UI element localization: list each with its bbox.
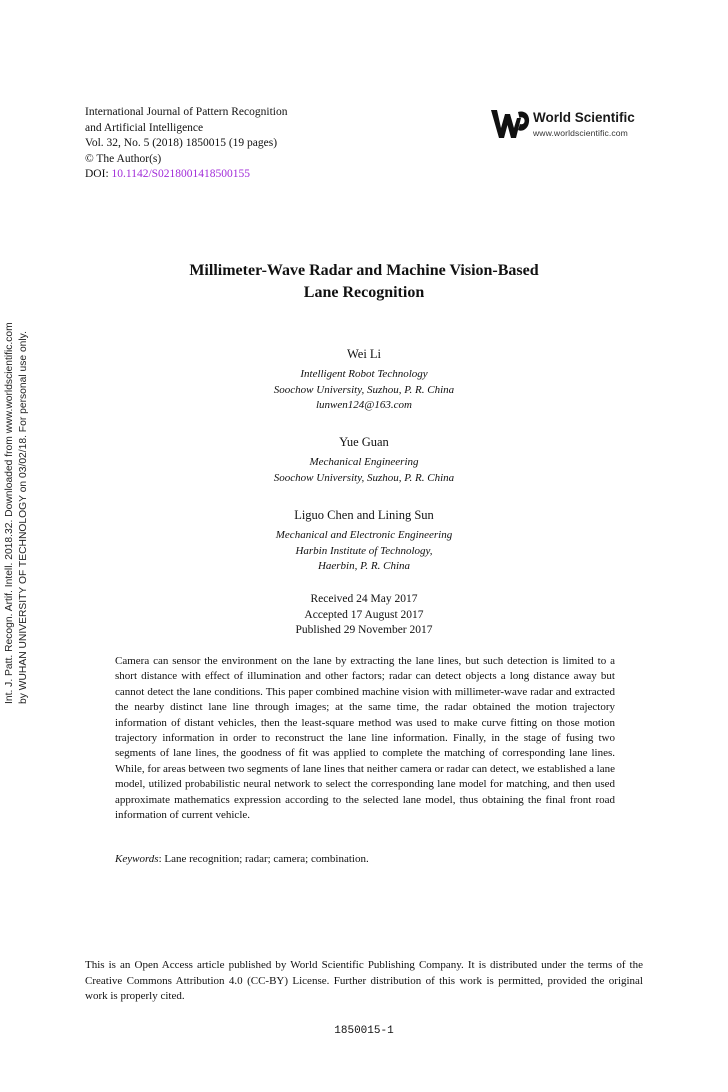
download-notice-line2: by WUHAN UNIVERSITY OF TECHNOLOGY on 03/02/18. For personal use only. [18, 331, 29, 704]
copyright-notice: © The Author(s) [85, 152, 162, 165]
author-affiliation: Soochow University, Suzhou, P. R. China [273, 383, 455, 396]
author-affiliation: Intelligent Robot Technology [300, 368, 428, 380]
author-block-3 [150, 507, 578, 575]
doi-link[interactable]: 10.1142/S0218001418500155 [111, 168, 251, 181]
author-name: Yue Guan [339, 435, 389, 449]
author-affiliation: Haerbin, P. R. China [317, 560, 411, 572]
keywords-label: Keywords [115, 853, 159, 865]
open-access-notice: This is an Open Access article published by World Scientific Publishing Company. It is distributed under the terms of the Creative Commons Attribution 4.0 (CC-BY) License. Further distribution of this work is permitted, provided the original work is properly cited. [85, 959, 643, 1003]
publisher-name: World Scientific [533, 110, 635, 125]
journal-info [85, 105, 287, 183]
paper-title [100, 260, 628, 304]
world-scientific-logo[interactable] [491, 108, 651, 142]
author-block-2 [150, 434, 578, 486]
page-number: 1850015-1 [334, 1025, 394, 1037]
author-name: Liguo Chen and Lining Sun [294, 508, 434, 522]
author-affiliation: Soochow University, Suzhou, P. R. China [273, 471, 455, 484]
download-notice-line1: Int. J. Patt. Recogn. Artif. Intell. 2018.32. Downloaded from www.worldscientific.com [4, 322, 15, 704]
journal-name-line2: and Artificial Intelligence [85, 121, 204, 134]
author-email[interactable]: lunwen124@163.com [316, 399, 412, 411]
author-block-1 [150, 346, 578, 414]
abstract: Camera can sensor the environment on the lane by extracting the lane lines, but such detection is limited to a short distance with effect of illumination and other factors; radar can detect objects a long distance away but cannot detect the lane conditions. This paper combined machine vision with millimeter-wave radar and extracted the nearby distinct lane line through images; at the same time, the radar obtained the motion trajectory information of distant vehicles, then the least-square method was used to make curve fitting on those motion trajectory information in order to reconstruct the lane line information. Finally, in the stage of fusing two segments of lane lines, the goodness of fit was applied to complete the matching of corresponding lane lines. While, for areas between two segments of lane lines that neither camera or radar can detect, we established a lane model, utilized probabilistic neural network to select the corresponding lane model for matching, and then used approximate mathematics expression according to the selected lane model, thus obtaining the final front road information of current vehicle. [115, 655, 615, 822]
publisher-url: www.worldscientific.com [533, 128, 628, 138]
doi-line [85, 167, 287, 183]
author-affiliation: Harbin Institute of Technology, [295, 544, 433, 557]
journal-volume: Vol. 32, No. 5 (2018) 1850015 (19 pages) [85, 137, 278, 150]
world-scientific-logo-icon [491, 108, 531, 140]
author-affiliation: Mechanical and Electronic Engineering [275, 529, 453, 541]
accepted-date: Accepted 17 August 2017 [304, 608, 424, 621]
keywords [115, 852, 615, 867]
paper-title-line2: Lane Recognition [303, 284, 425, 301]
author-affiliation: Mechanical Engineering [309, 456, 419, 468]
doi-label: DOI: [85, 168, 109, 181]
paper-title-line1: Millimeter-Wave Radar and Machine Vision-Based [189, 262, 539, 279]
published-date: Published 29 November 2017 [295, 624, 433, 637]
keywords-text: : Lane recognition; radar; camera; combination. [158, 853, 369, 865]
received-date: Received 24 May 2017 [310, 593, 418, 605]
publication-dates [150, 592, 578, 639]
author-name: Wei Li [346, 347, 382, 361]
journal-name-line1: International Journal of Pattern Recognition [85, 106, 288, 118]
